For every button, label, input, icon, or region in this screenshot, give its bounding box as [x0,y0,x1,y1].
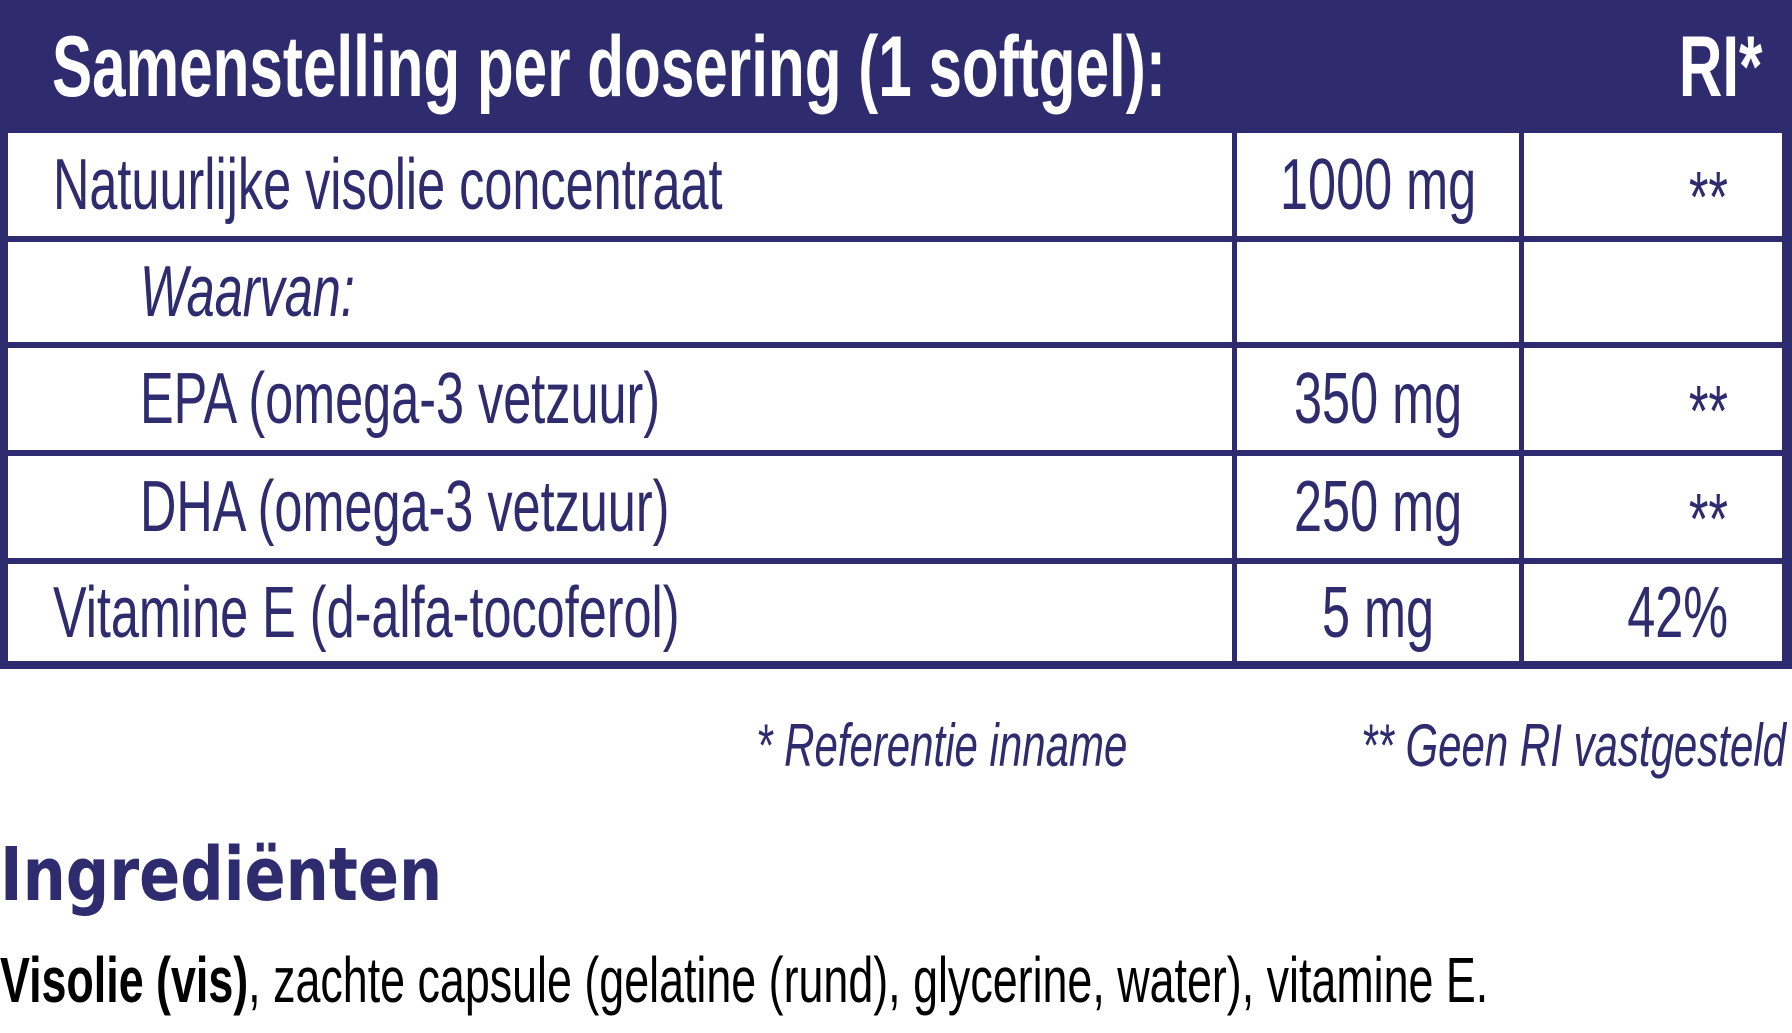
ingredient-name-cell: Natuurlijke visolie concentraat [8,133,1237,236]
ingredient-name-cell: Vitamine E (d-alfa-tocoferol) [8,558,1237,661]
ri-column-header: RI* [1679,18,1763,115]
ri-value-cell: ** [1524,342,1782,450]
amount-cell [1237,236,1524,342]
ingredients-list [0,944,1792,1018]
table-footnotes [0,713,1792,779]
ri-value-cell: ** [1524,450,1782,558]
amount-cell: 250 mg [1237,450,1524,558]
ri-value-cell [1524,236,1782,342]
ingredients-bold-lead: Visolie (vis) [0,944,249,1017]
amount-cell: 1000 mg [1237,133,1524,236]
ingredient-name-cell: Waarvan: [8,236,1237,342]
ingredient-name-cell: DHA (omega-3 vetzuur) [8,450,1237,558]
composition-title: Samenstelling per dosering (1 softgel): [52,18,1166,115]
amount-cell: 5 mg [1237,558,1524,661]
amount-cell: 350 mg [1237,342,1524,450]
composition-header-bar [0,0,1792,133]
ri-value-cell: ** [1688,157,1728,238]
ingredients-heading: Ingrediënten [0,832,443,918]
composition-table [0,133,1792,669]
ingredient-name-cell: EPA (omega-3 vetzuur) [8,342,1237,450]
footnote-no-ri: ** Geen RI vastgesteld [1361,712,1786,779]
ri-value-cell: 42% [1524,558,1782,661]
ingredients-rest: , zachte capsule (gelatine (rund), glycerine, water), vitamine E. [248,944,1489,1017]
footnote-reference-intake: * Referentie inname [755,712,1127,779]
